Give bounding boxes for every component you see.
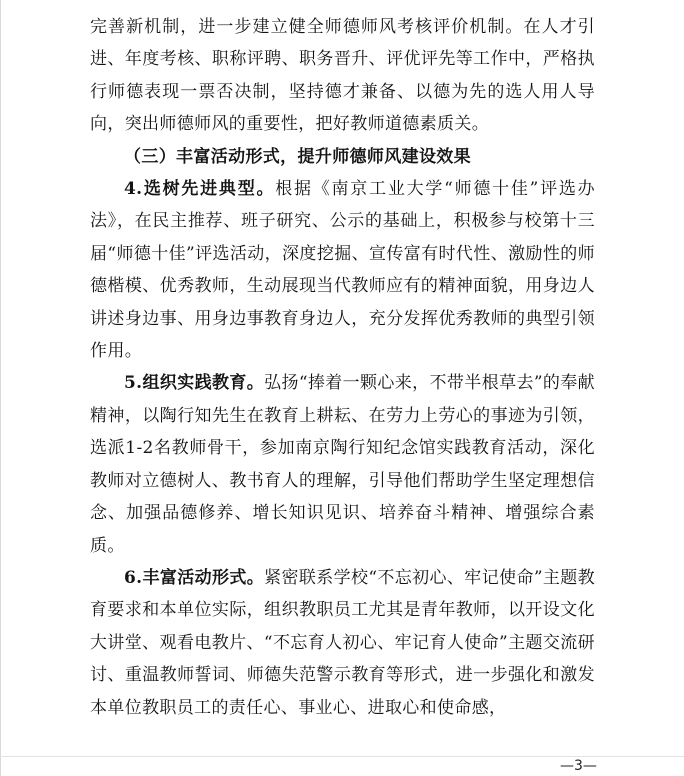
paragraph-text: 紧密联系学校“不忘初心、牢记使命”主题教育要求和本单位实际，组织教职员工尤其是青年教师，以开设文化大讲堂、观看电教片、“不忘育人初心、牢记育人使命”主题交流研讨、重温教师誓词、师德失范警示教育等形式，进一步强化和激发本单位教职员工的责任心、事业心、进取心和使命感， [90, 567, 595, 718]
paragraph-text: 完善新机制，进一步建立健全师德师风考核评价机制。在人才引进、年度考核、职称评聘、职务晋升、评优评先等工作中，严格执行师德表现一票否决制，坚持德才兼备、以德为先的选人用人导向，突出师德师风的重要性，把好教师道德素质关。 [90, 17, 595, 135]
page-number: —3— [560, 758, 597, 774]
paragraph-continued [90, 11, 595, 141]
paragraph-lead: 6.丰富活动形式。 [124, 567, 265, 588]
paragraph-activity-forms [90, 562, 595, 724]
paragraph-text: 弘扬“捧着一颗心来，不带半根草去”的奉献精神，以陶行知先生在教育上耕耘、在劳力上劳心的事迹为引领，选派1-2名教师骨干，参加南京陶行知纪念馆实践教育活动，深化教师对立德树人、教书育人的理解，引导他们帮助学生坚定理想信念、加强品德修养、增长知识见识、培养奋斗精神、增强综合素质。 [90, 373, 595, 556]
paragraph-select-models [90, 173, 595, 367]
paragraph-practice-education [90, 367, 595, 561]
paragraph-text: 根据《南京工业大学“师德十佳”评选办法》，在民主推荐、班子研究、公示的基础上，积极参与校第十三届“师德十佳”评选活动，深度挖掘、宣传富有时代性、激励性的师德楷模、优秀教师，生动展现当代教师应有的精神面貌，用身边人讲述身边事、用身边事教育身边人，充分发挥优秀教师的典型引领作用。 [90, 179, 595, 362]
section-heading: （三）丰富活动形式，提升师德师风建设效果 [124, 146, 471, 167]
paragraph-lead: 5.组织实践教育。 [124, 373, 265, 394]
paragraph-lead: 4.选树先进典型。 [124, 179, 276, 200]
document-body [90, 11, 595, 724]
